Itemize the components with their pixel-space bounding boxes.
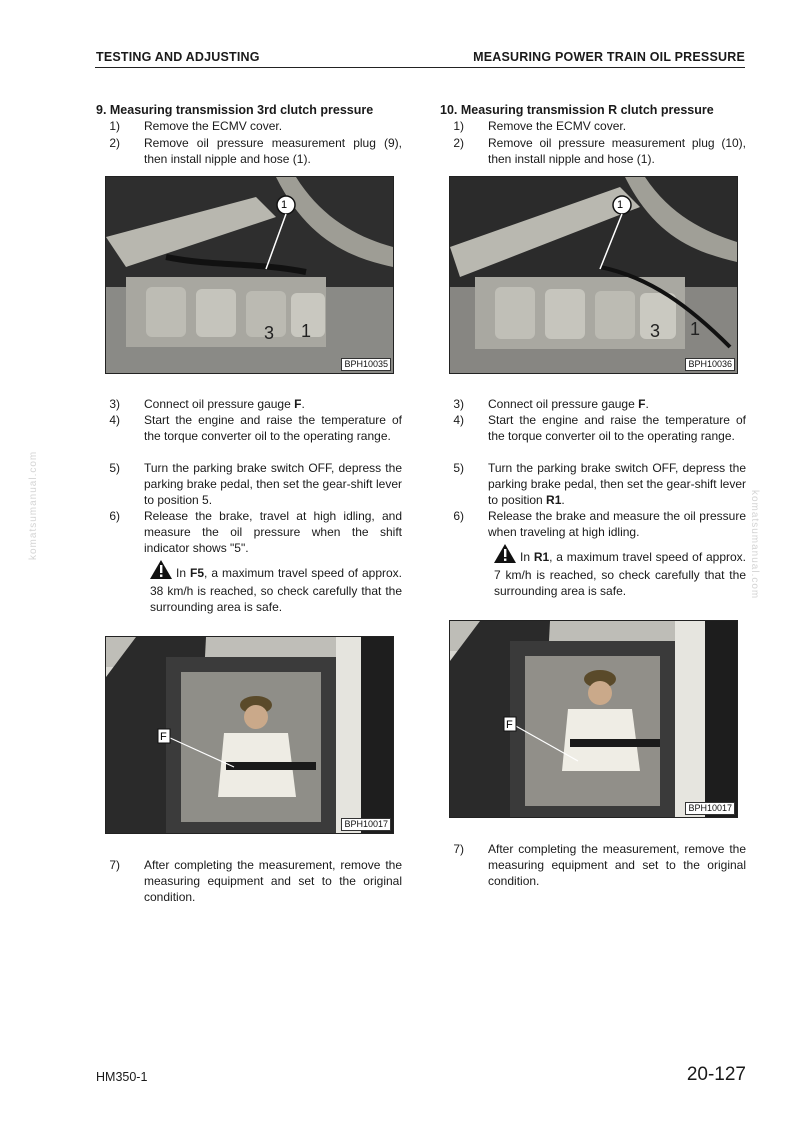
warning-triangle-icon (494, 544, 516, 567)
step-text: After completing the measurement, remove the measuring equipment and set to the original condition. (144, 858, 402, 904)
step-text: Start the engine and raise the temperature of the torque converter oil to the operating range. (144, 413, 402, 443)
step-number: 4) (109, 413, 120, 427)
right-step-4 (440, 412, 746, 460)
watermark-left: komatsumanual.com (28, 450, 39, 560)
photo-reference-label: BPH10035 (341, 358, 391, 371)
step-text: Remove the ECMV cover. (488, 119, 627, 133)
right-step-1 (440, 118, 746, 134)
photo-callout-letter: F (506, 719, 513, 731)
left-step-2 (96, 135, 402, 167)
step-number: 3) (453, 397, 464, 411)
header-section-title: TESTING AND ADJUSTING (96, 50, 260, 64)
right-column (440, 102, 746, 922)
photo-callout-number: 1 (617, 199, 624, 211)
step-text: Remove oil pressure measurement plug (10), then install nipple and hose (1). (488, 136, 746, 166)
step-text: Connect oil pressure gauge F. (144, 397, 305, 411)
ecmv-photo-3rd-clutch (105, 176, 394, 374)
right-step-3 (440, 396, 746, 412)
left-step-6 (96, 508, 402, 556)
left-section-title: 9. Measuring transmission 3rd clutch pressure (96, 103, 374, 117)
svg-text:1: 1 (301, 321, 312, 341)
step-text: Connect oil pressure gauge F. (488, 397, 649, 411)
step-number: 7) (453, 842, 464, 856)
step-number: 5) (109, 461, 120, 475)
step-text: Start the engine and raise the temperature of the torque converter oil to the operating range. (488, 413, 746, 443)
step-text: After completing the measurement, remove the measuring equipment and set to the original condition. (488, 842, 746, 888)
step-number: 1) (453, 119, 464, 133)
photo-callout-letter: F (160, 731, 167, 743)
ecmv-photo-r-clutch (449, 176, 738, 374)
left-column (96, 102, 402, 922)
watermark-right: komatsumanual.com (749, 490, 760, 600)
step-text: Remove the ECMV cover. (144, 119, 283, 133)
right-safety-warning: In R1, a maximum travel speed of approx. 7 km/h is reached, so check carefully that the surrounding area is safe. (494, 544, 746, 599)
right-step-7 (440, 841, 746, 889)
left-step-1 (96, 118, 402, 134)
cab-gauge-photo-left (105, 636, 394, 834)
photo-reference-label: BPH10017 (341, 818, 391, 831)
left-step-3 (96, 396, 402, 412)
right-step-5 (440, 460, 746, 508)
step-text: Release the brake, travel at high idling, and measure the oil pressure when the shift indicator shows "5". (144, 509, 402, 555)
photo-reference-label: BPH10017 (685, 802, 735, 815)
cab-gauge-photo-right (449, 620, 738, 818)
photo-callout-number: 1 (281, 199, 288, 211)
step-number: 6) (109, 509, 120, 523)
footer-page-number: 20-127 (686, 1064, 746, 1085)
header-divider (95, 67, 745, 68)
svg-text:3: 3 (264, 323, 275, 343)
footer-model-number: HM350-1 (96, 1070, 148, 1084)
right-step-6 (440, 508, 746, 540)
left-step-4 (96, 412, 402, 460)
left-safety-warning: In F5, a maximum travel speed of approx. 38 km/h is reached, so check carefully that the surrounding area is safe. (150, 560, 402, 615)
step-text: Remove oil pressure measurement plug (9), then install nipple and hose (1). (144, 136, 402, 166)
step-text: Turn the parking brake switch OFF, depress the parking brake pedal, then set the gear-shift lever to position R1. (488, 461, 746, 507)
svg-text:3: 3 (650, 321, 661, 341)
header-page-topic: MEASURING POWER TRAIN OIL PRESSURE (473, 50, 745, 64)
step-number: 2) (453, 136, 464, 150)
step-text: Release the brake and measure the oil pressure when traveling at high idling. (488, 509, 746, 539)
left-step-5 (96, 460, 402, 508)
step-number: 7) (109, 858, 120, 872)
step-number: 2) (109, 136, 120, 150)
step-number: 4) (453, 413, 464, 427)
warning-triangle-icon (150, 560, 172, 583)
photo-reference-label: BPH10036 (685, 358, 735, 371)
step-number: 6) (453, 509, 464, 523)
step-number: 5) (453, 461, 464, 475)
svg-text:1: 1 (690, 319, 701, 339)
step-number: 1) (109, 119, 120, 133)
step-text: Turn the parking brake switch OFF, depress the parking brake pedal, then set the gear-shift lever to position 5. (144, 461, 402, 507)
left-step-7 (96, 857, 402, 905)
right-section-title: 10. Measuring transmission R clutch pressure (440, 103, 714, 117)
step-number: 3) (109, 397, 120, 411)
right-step-2 (440, 135, 746, 167)
